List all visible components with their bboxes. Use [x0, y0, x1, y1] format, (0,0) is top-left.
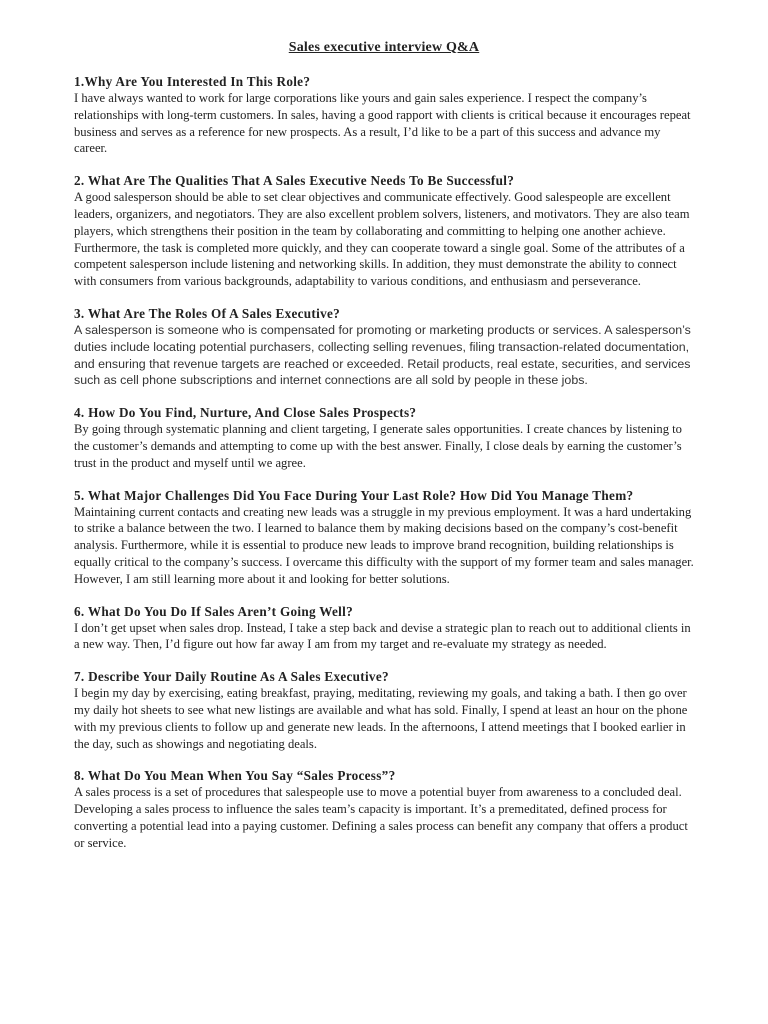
answer-paragraph: I begin my day by exercising, eating breakfast, praying, meditating, reviewing my goals, and taking a bath. I then go over my daily hot sheets to see what new listings are available and what has sold. Finally, I spend at least an hour on the phone with my previous clients to follow up and generate new leads. In the afternoons, I attend meetings that I booked earlier in the day, such as showings and negotiating deals. [74, 686, 688, 751]
qa-section-1 [74, 73, 694, 157]
answer-paragraph: By going through systematic planning and client targeting, I generate sales opportunities. I create chances by listening to the customer’s demands and attempting to come up with the best answer. Finally, I close deals by earning the customer’s trust in the product and myself until we agree. [74, 422, 682, 470]
question-heading: 3. What Are The Roles Of A Sales Executive? [74, 305, 341, 321]
question-heading: 7. Describe Your Daily Routine As A Sales Executive? [74, 669, 389, 685]
qa-section-2 [74, 172, 694, 290]
question-heading: 2. What Are The Qualities That A Sales Executive Needs To Be Successful? [74, 173, 515, 189]
question-heading: 8. What Do You Mean When You Say “Sales Process”? [74, 768, 396, 784]
answer-paragraph: I don’t get upset when sales drop. Instead, I take a step back and devise a strategic plan to reach out to additional clients in a new way. Then, I’d figure out how far away I am from my target and re-evaluate my strategy as needed. [74, 620, 691, 652]
question-heading: 1.Why Are You Interested In This Role? [74, 74, 311, 89]
qa-section-6 [74, 603, 694, 654]
document-page [74, 40, 694, 867]
qa-section-3 [74, 305, 694, 389]
question-heading: 5. What Major Challenges Did You Face During Your Last Role? How Did You Manage Them? [74, 487, 634, 503]
qa-section-7 [74, 668, 694, 752]
answer-paragraph: Maintaining current contacts and creating new leads was a struggle in my previous employment. It was a hard undertaking to strike a balance between the two. I learned to balance them by making decisions based on the company’s cost-benefit analysis. Furthermore, while it is essential to produce new leads to improve brand recognition, building relationships is equally critical to the company’s success. I overcame this difficulty with the support of my former team and sales manager. However, I am still learning more about it and looking for better solutions. [74, 504, 694, 586]
answer-paragraph: A sales process is a set of procedures that salespeople use to move a potential buyer from awareness to a concluded deal. Developing a sales process to influence the sales team’s capacity is important. It’s a premeditated, defined process for converting a potential lead into a paying customer. Defining a sales process can benefit any company that offers a product or service. [74, 785, 688, 850]
question-heading: 6. What Do You Do If Sales Aren’t Going Well? [74, 603, 353, 619]
qa-section-5 [74, 487, 694, 588]
answer-paragraph: A good salesperson should be able to set clear objectives and communicate effectively. Good salespeople are excellent leaders, organizers, and negotiators. They are also excellent problem solvers, listeners, and motivators. They are also team players, which strengthens their position in the team by collaborating and committing to helping one another achieve. Furthermore, the task is completed more quickly, and they can cooperate toward a single goal. Some of the attributes of a competent salesperson include listening and networking skills. In addition, they must demonstrate the ability to connect with consumers from various backgrounds, adaptability to various conditions, and enthusiasm and perseverance. [74, 190, 690, 289]
question-heading: 4. How Do You Find, Nurture, And Close Sales Prospects? [74, 405, 417, 421]
answer-paragraph: A salesperson is someone who is compensated for promoting or marketing products or services. A salesperson’s duties include locating potential purchasers, collecting selling revenues, filing transaction-related documentation, and ensuring that revenue targets are reached or exceeded. Retail products, real estate, securities, and services such as cell phone subscriptions and internet connections are all sold by people in these jobs. [74, 322, 691, 388]
qa-section-8 [74, 767, 694, 851]
qa-section-4 [74, 404, 694, 471]
document-title: Sales executive interview Q&A [288, 40, 480, 55]
answer-paragraph: I have always wanted to work for large corporations like yours and gain sales experience. I respect the company’s relationships with long-term customers. In sales, having a good rapport with clients is critical because it encourages repeat business and serves as a reference for new prospects. As a result, I’d like to be a part of this success and advance my career. [74, 91, 691, 156]
